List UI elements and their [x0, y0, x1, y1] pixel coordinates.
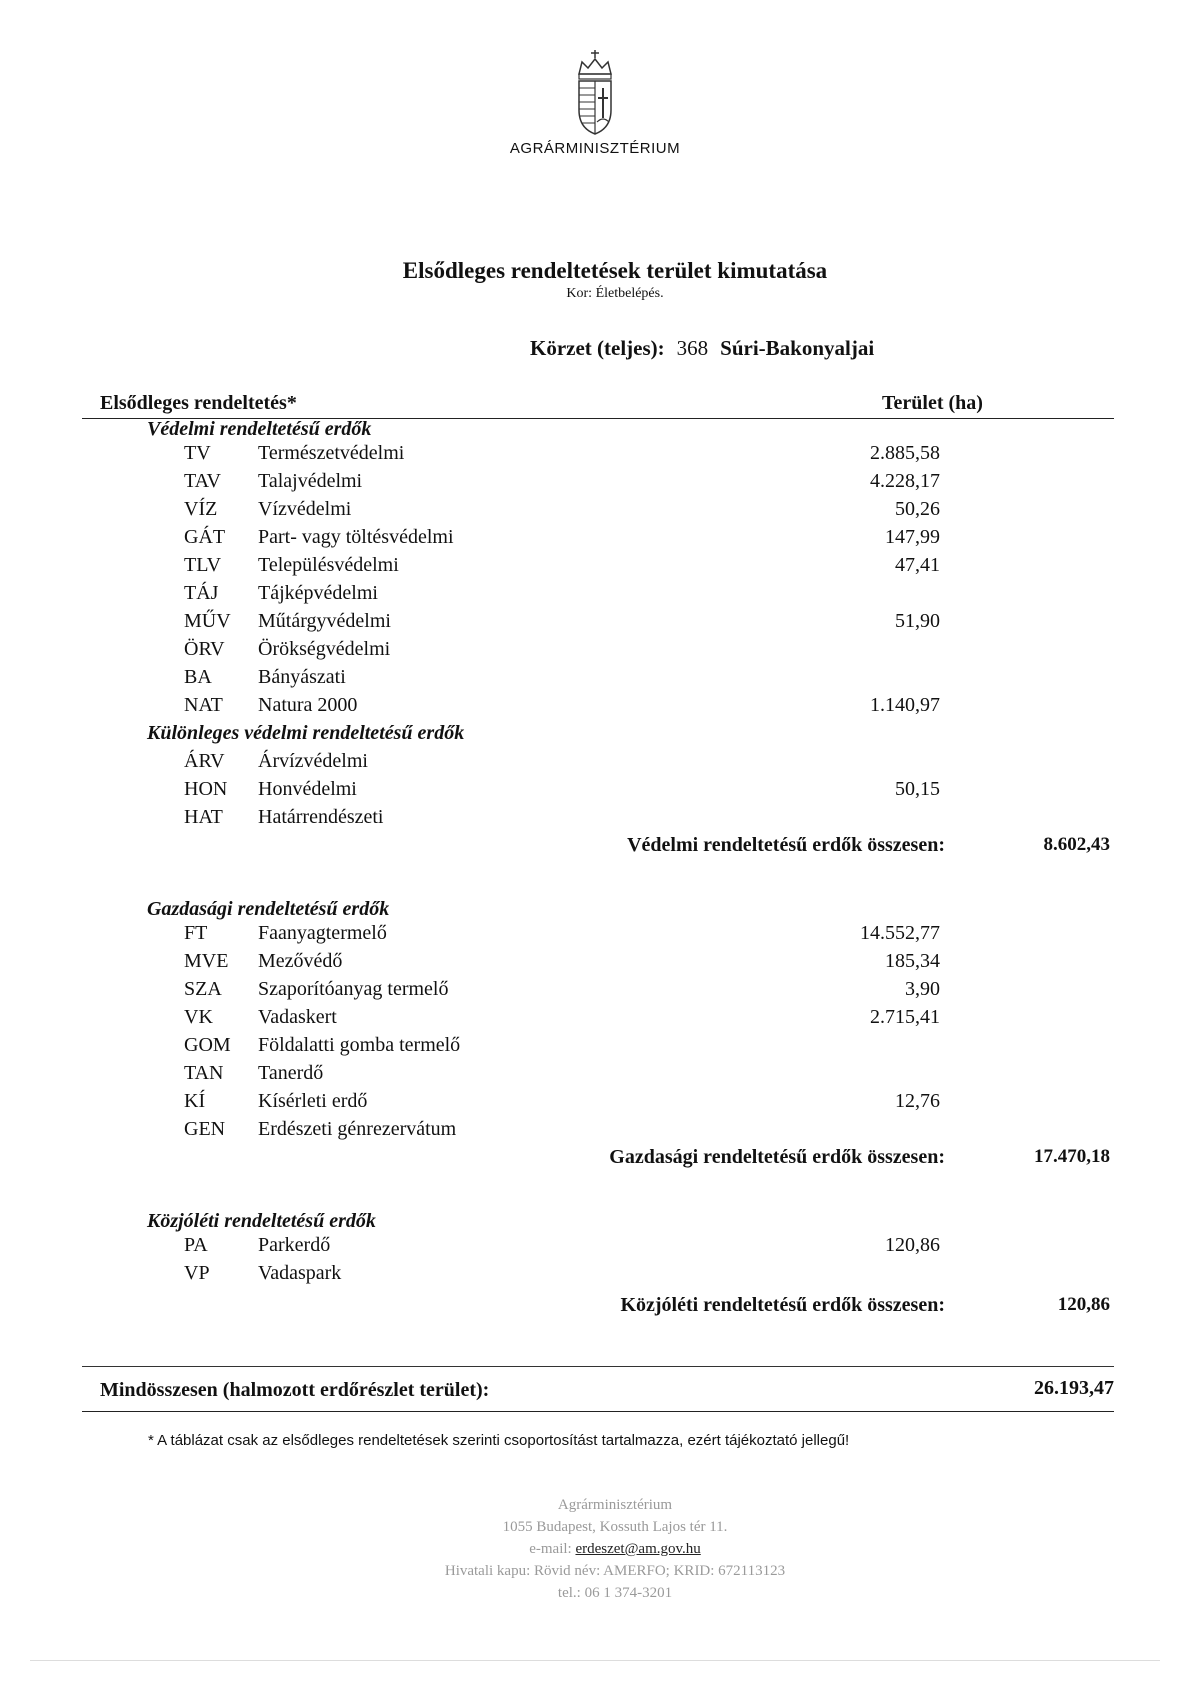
- table-row: [0, 554, 1190, 582]
- group-title: Védelmi rendeltetésű erdők: [147, 418, 372, 440]
- grand-total-value: 26.193,47: [1034, 1377, 1114, 1399]
- row-name: Tanerdő: [258, 1062, 324, 1084]
- district-name: Súri-Bakonyaljai: [720, 336, 875, 360]
- contact-phone: tel.: 06 1 374-3201: [557, 1585, 673, 1601]
- table-row: [0, 470, 1190, 498]
- row-code: BA: [184, 666, 212, 688]
- row-name: Árvízvédelmi: [258, 750, 368, 772]
- row-value: 47,41: [895, 554, 940, 576]
- table-row: [0, 1090, 1190, 1118]
- row-code: ÁRV: [184, 750, 225, 772]
- grand-total: [82, 1366, 1114, 1412]
- group-total-label: Gazdasági rendeltetésű erdők összesen:: [609, 1146, 945, 1168]
- row-value: 50,15: [895, 778, 940, 800]
- row-code: GEN: [184, 1118, 226, 1140]
- column-header-area: Terület (ha): [882, 392, 983, 414]
- page-bottom-divider: [30, 1660, 1160, 1661]
- group-title: Gazdasági rendeltetésű erdők: [147, 898, 390, 920]
- row-name: Természetvédelmi: [258, 442, 405, 464]
- table-row: [0, 1034, 1190, 1062]
- row-code: TAN: [184, 1062, 224, 1084]
- group-total-label: Közjóléti rendeltetésű erdők összesen:: [620, 1294, 945, 1316]
- footnote: * A táblázat csak az elsődleges rendeltetések szerinti csoportosítást tartalmazza, ezért tájékoztató jellegű!: [148, 1432, 850, 1449]
- row-value: 4.228,17: [870, 470, 940, 492]
- row-code: TÁJ: [184, 582, 219, 604]
- row-value: 185,34: [885, 950, 940, 972]
- coat-of-arms-icon: [573, 48, 617, 136]
- row-code: MŰV: [184, 610, 231, 632]
- row-name: Talajvédelmi: [258, 470, 363, 492]
- row-name: Határrendészeti: [258, 806, 384, 828]
- table-row: [0, 950, 1190, 978]
- subgroup-title: Különleges védelmi rendeltetésű erdők: [147, 722, 465, 744]
- row-code: HON: [184, 778, 228, 800]
- group-total-value: 8.602,43: [1043, 834, 1110, 855]
- row-code: VK: [184, 1006, 213, 1028]
- row-code: NAT: [184, 694, 223, 716]
- ministry-name: AGRÁRMINISZTÉRIUM: [509, 140, 681, 157]
- row-code: SZA: [184, 978, 222, 1000]
- table-row: [0, 666, 1190, 694]
- row-code: GOM: [184, 1034, 231, 1056]
- table-row: [0, 1062, 1190, 1090]
- row-value: 1.140,97: [870, 694, 940, 716]
- row-value: 14.552,77: [860, 922, 940, 944]
- group-total: [0, 1146, 1190, 1174]
- table-row: [0, 978, 1190, 1006]
- row-code: ÖRV: [184, 638, 225, 660]
- contact-email-link[interactable]: erdeszet@am.gov.hu: [575, 1541, 701, 1557]
- row-code: TV: [184, 442, 211, 464]
- group-total-value: 120,86: [1057, 1294, 1110, 1315]
- row-value: 3,90: [905, 978, 940, 1000]
- row-name: Honvédelmi: [258, 778, 357, 800]
- row-name: Mezővédő: [258, 950, 343, 972]
- contact-block: [0, 1494, 1190, 1604]
- contact-email-line: [0, 1538, 1190, 1560]
- row-value: 120,86: [885, 1234, 940, 1256]
- table-row: [0, 526, 1190, 554]
- row-name: Műtárgyvédelmi: [258, 610, 391, 632]
- contact-email-label: e-mail:: [529, 1541, 572, 1557]
- row-code: TLV: [184, 554, 222, 576]
- group-total-value: 17.470,18: [1034, 1146, 1110, 1167]
- row-name: Kísérleti erdő: [258, 1090, 368, 1112]
- table-row: [0, 442, 1190, 470]
- row-name: Vadaspark: [258, 1262, 342, 1284]
- table-row: [0, 582, 1190, 610]
- group-total-label: Védelmi rendeltetésű erdők összesen:: [627, 834, 945, 856]
- row-name: Faanyagtermelő: [258, 922, 387, 944]
- row-name: Szaporítóanyag termelő: [258, 978, 449, 1000]
- table-row: [0, 610, 1190, 638]
- contact-hivatali-kapu: Hivatali kapu: Rövid név: AMERFO; KRID: 672113123: [444, 1563, 786, 1579]
- table-row: [0, 922, 1190, 950]
- district-line: [530, 336, 874, 361]
- row-value: 2.715,41: [870, 1006, 940, 1028]
- row-name: Vízvédelmi: [258, 498, 352, 520]
- row-code: VP: [184, 1262, 210, 1284]
- table-row: [0, 1262, 1190, 1290]
- group-total: [0, 1294, 1190, 1322]
- column-header-purpose: Elsődleges rendeltetés*: [100, 392, 297, 414]
- row-name: Földalatti gomba termelő: [258, 1034, 461, 1056]
- table-row: [0, 778, 1190, 806]
- row-name: Bányászati: [258, 666, 346, 688]
- row-code: KÍ: [184, 1090, 206, 1112]
- district-label: Körzet (teljes):: [530, 336, 665, 360]
- contact-org: Agrárminisztérium: [557, 1497, 673, 1513]
- group-total: [0, 834, 1190, 862]
- row-value: 51,90: [895, 610, 940, 632]
- row-name: Tájképvédelmi: [258, 582, 378, 604]
- row-code: TAV: [184, 470, 221, 492]
- row-name: Parkerdő: [258, 1234, 331, 1256]
- contact-address: 1055 Budapest, Kossuth Lajos tér 11.: [502, 1519, 728, 1535]
- table-row: [0, 750, 1190, 778]
- letterhead: [0, 48, 1190, 157]
- group-title: Közjóléti rendeltetésű erdők: [147, 1210, 376, 1232]
- row-code: GÁT: [184, 526, 226, 548]
- row-code: FT: [184, 922, 208, 944]
- grand-total-label: Mindösszesen (halmozott erdőrészlet terület):: [100, 1379, 490, 1401]
- row-code: MVE: [184, 950, 229, 972]
- page-title: Elsődleges rendeltetések terület kimutatása: [402, 258, 828, 283]
- row-value: 50,26: [895, 498, 940, 520]
- page-subtitle: Kor: Életbelépés.: [566, 286, 664, 301]
- row-name: Településvédelmi: [258, 554, 399, 576]
- row-name: Natura 2000: [258, 694, 358, 716]
- table-row: [0, 1118, 1190, 1146]
- table-row: [0, 638, 1190, 666]
- row-name: Örökségvédelmi: [258, 638, 391, 660]
- title-block: [0, 258, 1190, 302]
- row-value: 12,76: [895, 1090, 940, 1112]
- column-header: [82, 392, 1114, 419]
- row-code: VÍZ: [184, 498, 218, 520]
- table-row: [0, 806, 1190, 834]
- table-row: [0, 1234, 1190, 1262]
- table-row: [0, 1006, 1190, 1034]
- table-row: [0, 694, 1190, 722]
- row-code: PA: [184, 1234, 208, 1256]
- row-value: 147,99: [885, 526, 940, 548]
- table-row: [0, 498, 1190, 526]
- district-number: 368: [676, 336, 709, 360]
- row-value: 2.885,58: [870, 442, 940, 464]
- row-name: Part- vagy töltésvédelmi: [258, 526, 454, 548]
- row-code: HAT: [184, 806, 223, 828]
- row-name: Vadaskert: [258, 1006, 337, 1028]
- row-name: Erdészeti génrezervátum: [258, 1118, 457, 1140]
